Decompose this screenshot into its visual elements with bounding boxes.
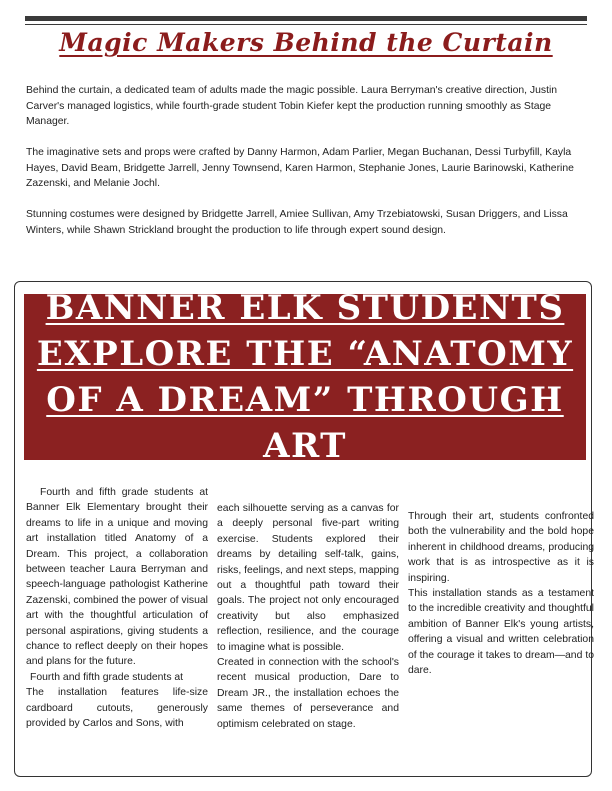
article-banner	[24, 288, 586, 466]
column-1-paragraph-3: The installation features life-size cardboard cutouts, generously provided by Carlos and Sons, with	[26, 687, 208, 730]
column-1-paragraph-2: Fourth and fifth grade students at	[30, 671, 184, 683]
section-heading: Magic Makers Behind the Curtain	[59, 28, 553, 57]
top-rule	[25, 16, 587, 21]
column-3-paragraph-1: Through their art, students confronted both the vulnerability and the bold hope inherent in childhood dreams, producing work that is as introspective as it is inspiring.	[408, 511, 594, 584]
article-column-2	[217, 501, 399, 732]
intro-paragraph-1: Behind the curtain, a dedicated team of adults made the magic possible. Laura Berryman's creative direction, Justin Carver's managed logistics, while fourth-grade student Tobin Kiefer kept the production running smoothly as Stage Manager.	[26, 85, 558, 127]
intro-section	[26, 83, 590, 254]
article-column-1	[26, 485, 208, 732]
intro-paragraph-3: Stunning costumes were designed by Bridgette Jarrell, Amiee Sullivan, Amy Trzebiatowski, Susan Driggers, and Lissa Winters, while Shawn Strickland brought the production to life through expert sound design.	[26, 209, 568, 236]
article-title: BANNER ELK STUDENTS EXPLORE THE “ANATOMY OF A DREAM” THROUGH ART	[36, 288, 574, 466]
intro-paragraph-2: The imaginative sets and props were crafted by Danny Harmon, Adam Parlier, Megan Buchanan, Dessi Turbyfill, Kayla Hayes, David Beam, Bridgette Jarrell, Jenny Townsend, Karen Harmon, Stephanie Jones, Laurie Barinowski, Katherine Zazenski, and Melanie Jochl.	[26, 147, 574, 189]
column-2-paragraph-1: each silhouette serving as a canvas for a deeply personal five-part writing exercise. Students explored their dreams by detailing self-talk, gains, risks, feelings, and next steps, mapping out a thoughtful path toward their goals. The project not only encouraged creativity but also emphasized reflection, resilience, and the courage to imagine what is possible.	[217, 503, 399, 653]
column-2-paragraph-2: Created in connection with the school's recent musical production, Dare to Dream JR., the installation echoes the same themes of perseverance and optimism celebrated on stage.	[217, 657, 399, 730]
column-3-paragraph-2: This installation stands as a testament to the incredible creativity and thoughtful ambition of Banner Elk's young artists, offering a visual and written celebration of the courage it takes to dream—and to dare.	[408, 588, 594, 677]
top-rule-thin	[25, 24, 587, 25]
article-column-3	[408, 509, 594, 678]
column-1-paragraph-1: Fourth and fifth grade students at Banner Elk Elementary brought their dreams to life in a unique and moving art installation titled Anatomy of a Dream. This project, a collaboration between teacher Laura Berryman and speech-language pathologist Katherine Zazenski, combined the power of visual art with the thoughtful articulation of personal aspirations, giving students a chance to reflect deeply on their hopes and plans for the future.	[26, 487, 208, 668]
